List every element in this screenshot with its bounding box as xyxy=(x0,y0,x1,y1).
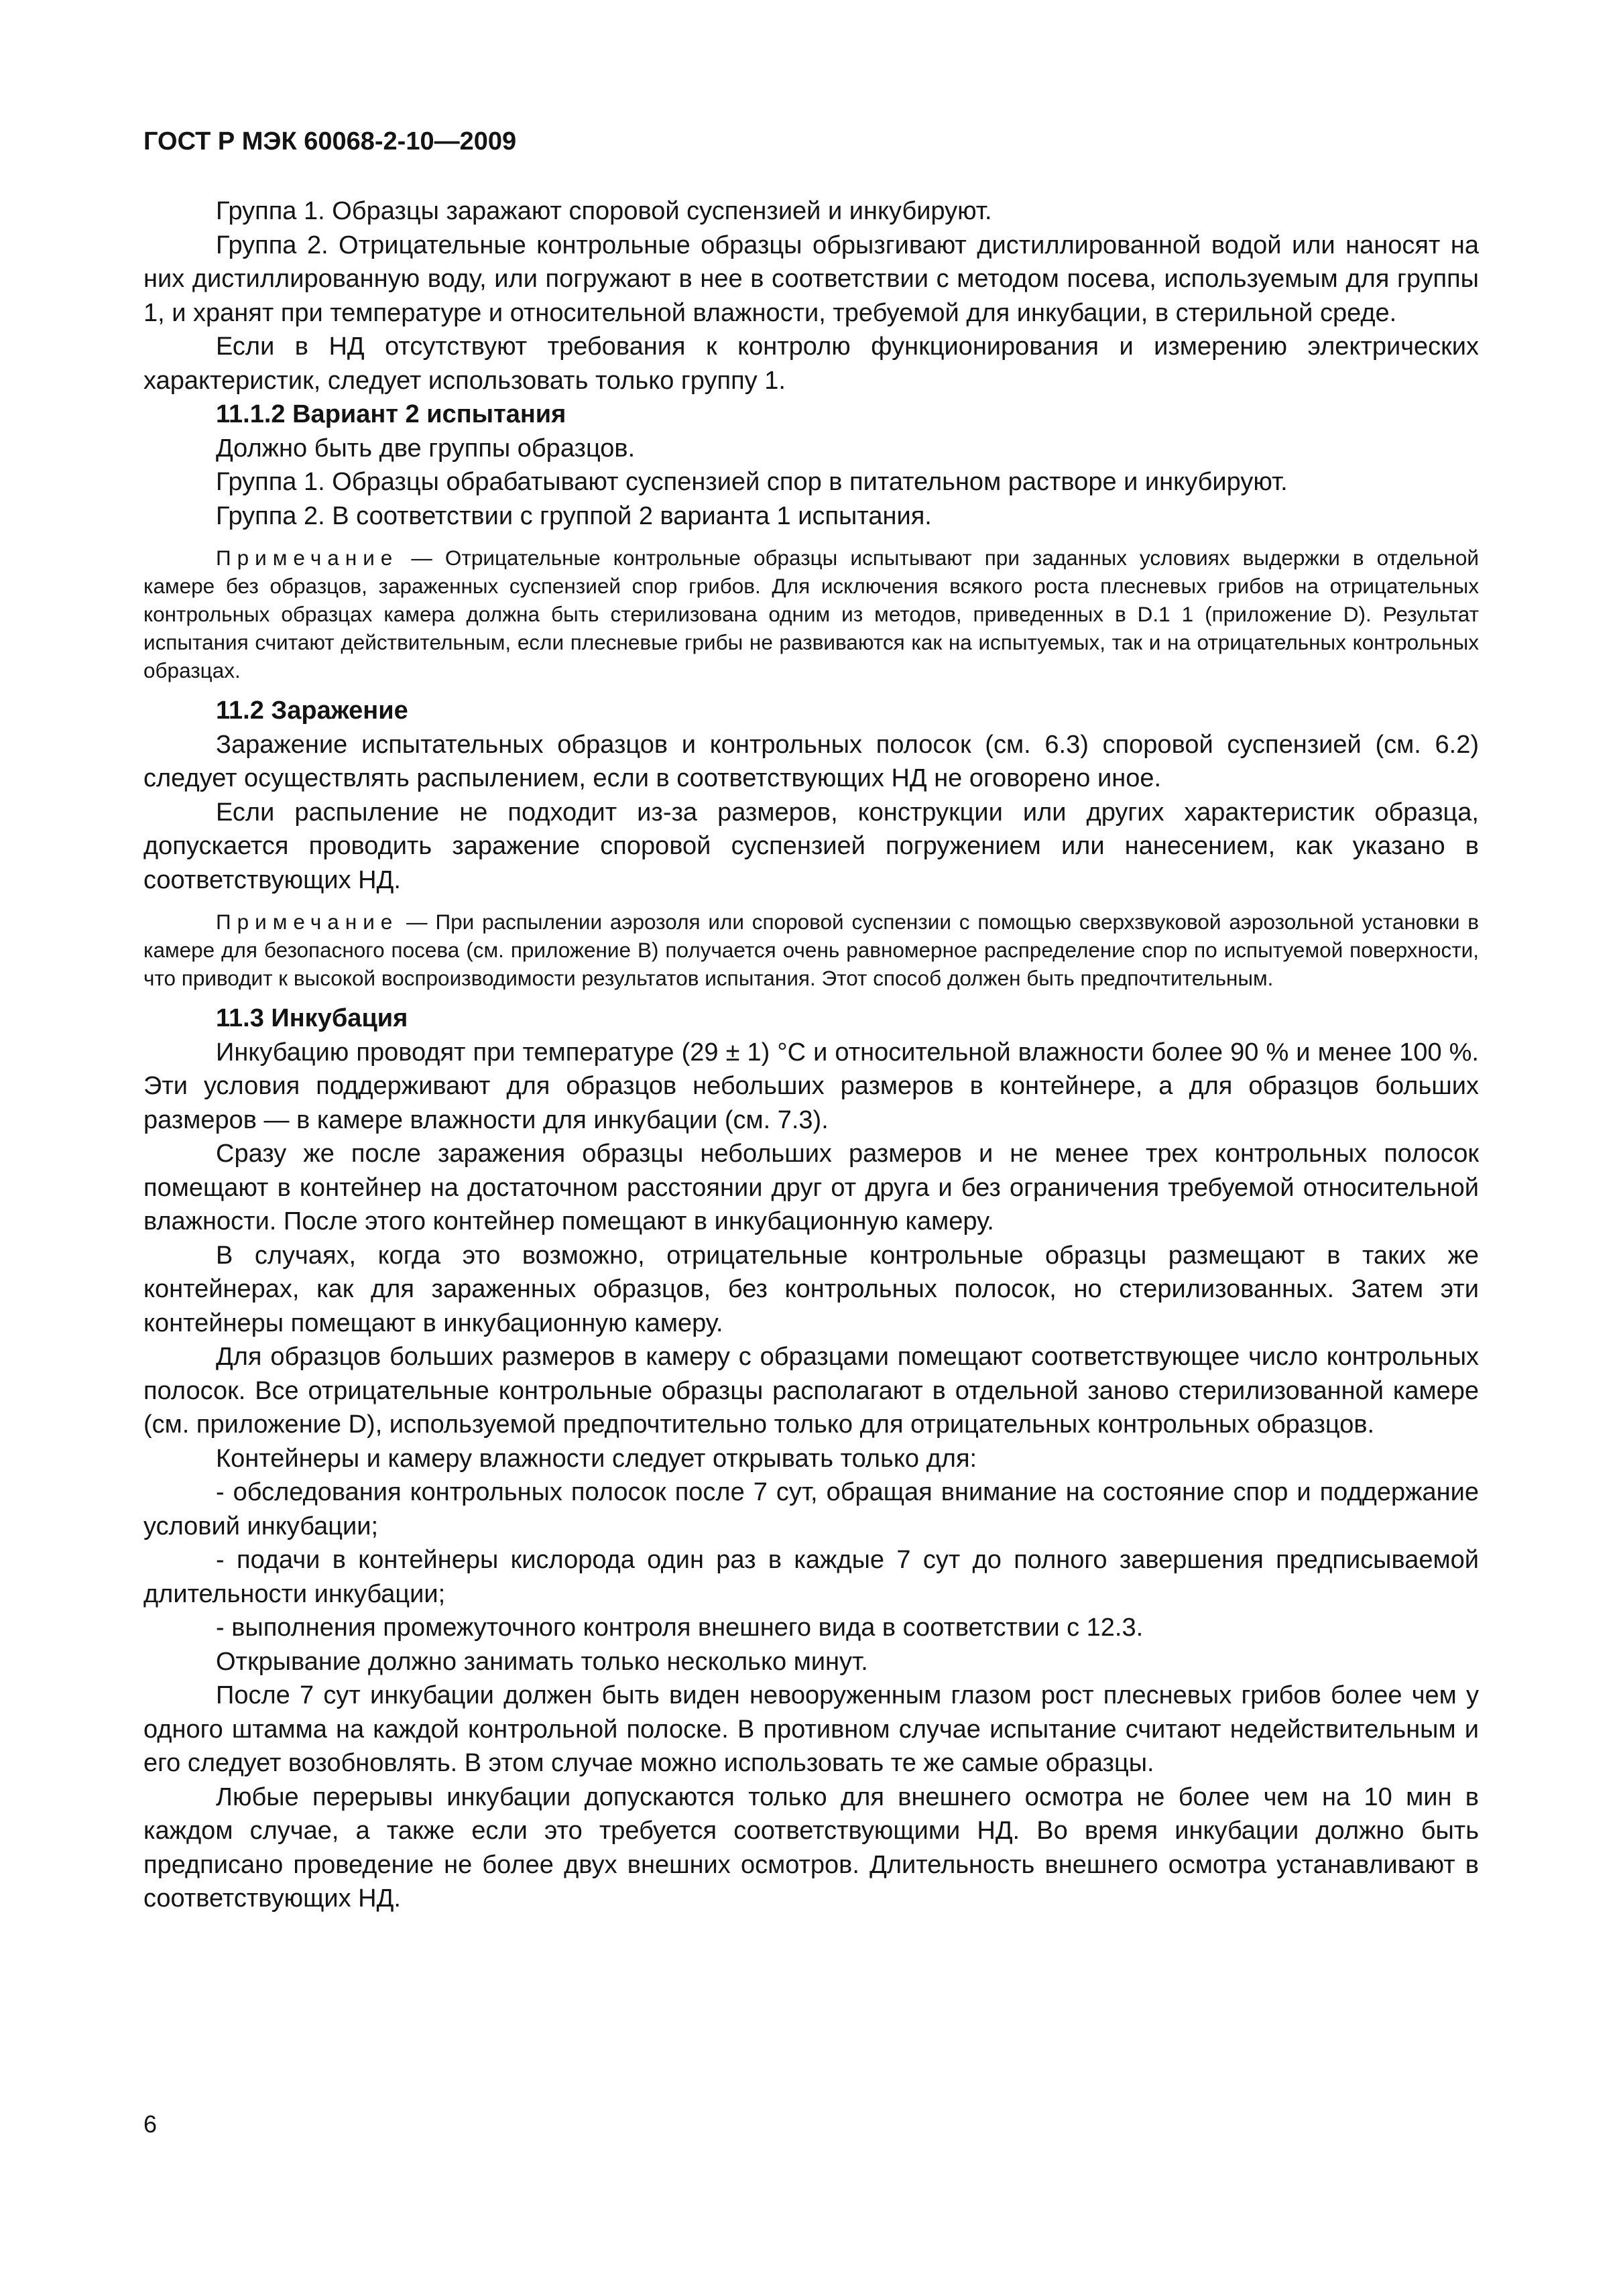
paragraph: В случаях, когда это возможно, отрицательные контрольные образцы размещают в таких же контейнерах, как для зараженных образцов, без контрольных полосок, но стерилизованных. Затем эти контейнеры помещают в инкубационную камеру. xyxy=(143,1241,1479,1337)
list-item: - подачи в контейнеры кислорода один раз в каждые 7 сут до полного завершения предписываемой длительности инкубации; xyxy=(143,1546,1479,1608)
paragraph: Сразу же после заражения образцы небольших размеров и не менее трех контрольных полосок помещают в контейнер на достаточном расстоянии друг от друга и без ограничения требуемой относительной влажности. После этого контейнер помещают в инкубационную камеру. xyxy=(143,1140,1479,1235)
page-body xyxy=(143,194,1479,1916)
note-label: Примечание xyxy=(216,546,399,570)
paragraph: Инкубацию проводят при температуре (29 ± 1) °С и относительной влажности более 90 % и менее 100 %. Эти условия поддерживают для образцов небольших размеров в контейнере, а для образцов больших размеров — в камере влажности для инкубации (см. 7.3). xyxy=(143,1038,1479,1134)
paragraph: Заражение испытательных образцов и контрольных полосок (см. 6.3) споровой суспензией (см. 6.2) следует осуществлять распылением, если в соответствующих НД не оговорено иное. xyxy=(143,730,1479,792)
section-heading-11-2: 11.2 Заражение xyxy=(216,697,408,725)
paragraph: Открывание должно занимать только несколько минут. xyxy=(216,1647,868,1676)
list-item: - обследования контрольных полосок после 7 сут, обращая внимание на состояние спор и поддержание условий инкубации; xyxy=(143,1478,1479,1540)
paragraph: Контейнеры и камеру влажности следует открывать только для: xyxy=(216,1444,977,1473)
paragraph: После 7 сут инкубации должен быть виден невооруженным глазом рост плесневых грибов более чем у одного штамма на каждой контрольной полоске. В противном случае испытание считают недействительным и его следует возобновлять. В этом случае можно использовать те же самые образцы. xyxy=(143,1681,1479,1777)
note-label: Примечание xyxy=(216,910,399,934)
section-heading-11-3: 11.3 Инкубация xyxy=(216,1004,408,1032)
paragraph: Группа 1. Образцы заражают споровой суспензией и инкубируют. xyxy=(216,197,992,225)
note xyxy=(143,544,1479,684)
paragraph: Должно быть две группы образцов. xyxy=(216,434,636,463)
list-item: - выполнения промежуточного контроля внешнего вида в соответствии с 12.3. xyxy=(216,1614,1144,1642)
note xyxy=(143,908,1479,992)
page-number: 6 xyxy=(143,2110,158,2138)
paragraph: Если в НД отсутствуют требования к контролю функционирования и измерению электрических характеристик, следует использовать только группу 1. xyxy=(143,333,1479,395)
standard-header: ГОСТ Р МЭК 60068-2-10—2009 xyxy=(143,127,517,156)
section-heading-11-1-2: 11.1.2 Вариант 2 испытания xyxy=(216,400,566,428)
note-text: — При распылении аэрозоля или споровой суспензии с помощью сверхзвуковой аэрозольной установки в камере для безопасного посева (см. приложение В) получается очень равномерное распределение спор по испытуемой поверхности, что приводит к высокой воспроизводимости результатов испытания. Этот способ должен быть предпочтительным. xyxy=(143,910,1479,990)
note-text: — Отрицательные контрольные образцы испытывают при заданных условиях выдержки в отдельной камере без образцов, зараженных суспензией спор грибов. Для исключения всякого роста плесневых грибов на отрицательных контрольных образцах камера должна быть стерилизована одним из методов, приведенных в D.1 1 (приложение D). Результат испытания считают действительным, если плесневые грибы не развиваются как на испытуемых, так и на отрицательных контрольных образцах. xyxy=(143,546,1479,682)
paragraph: Группа 2. Отрицательные контрольные образцы обрызгивают дистиллированной водой или наносят на них дистиллированную воду, или погружают в нее в соответствии с методом посева, используемым для группы 1, и хранят при температуре и относительной влажности, требуемой для инкубации, в стерильной среде. xyxy=(143,231,1479,327)
paragraph: Группа 2. В соответствии с группой 2 варианта 1 испытания. xyxy=(216,501,932,530)
paragraph: Для образцов больших размеров в камеру с образцами помещают соответствующее число контрольных полосок. Все отрицательные контрольные образцы располагают в отдельной заново стерилизованной камере (см. приложение D), используемой предпочтительно только для отрицательных контрольных образцов. xyxy=(143,1343,1479,1439)
paragraph: Любые перерывы инкубации допускаются только для внешнего осмотра не более чем на 10 мин в каждом случае, а также если это требуется соответствующими НД. Во время инкубации должно быть предписано проведение не более двух внешних осмотров. Длительность внешнего осмотра устанавливают в соответствующих НД. xyxy=(143,1783,1479,1913)
paragraph: Группа 1. Образцы обрабатывают суспензией спор в питательном растворе и инкубируют. xyxy=(216,468,1288,496)
paragraph: Если распыление не подходит из-за размеров, конструкции или других характеристик образца, допускается проводить заражение споровой суспензией погружением или нанесением, как указано в соответствующих НД. xyxy=(143,798,1479,894)
